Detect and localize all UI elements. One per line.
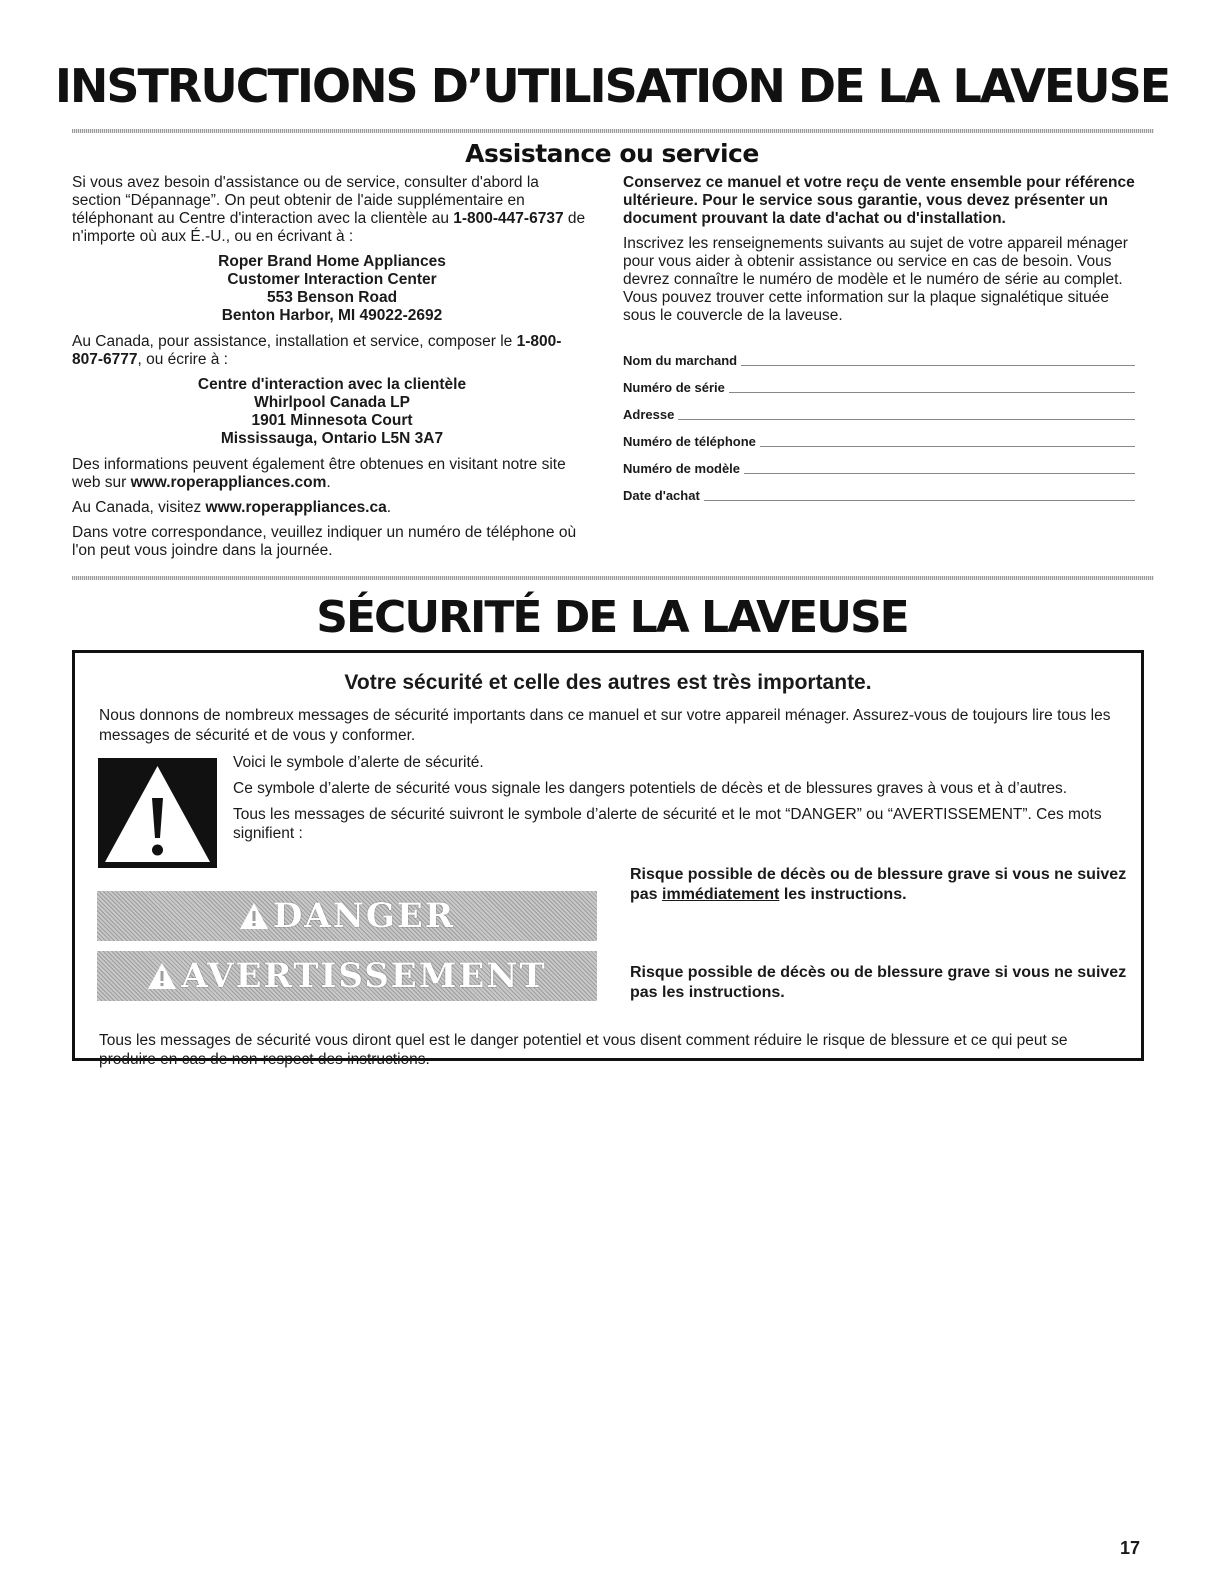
field-serial-number[interactable]: Numéro de série (623, 370, 1143, 397)
right-column (623, 174, 1143, 505)
field-dealer-name[interactable]: Nom du marchand (623, 343, 1143, 370)
divider (72, 129, 1154, 133)
page-title: INSTRUCTIONS D’UTILISATION DE LA LAVEUSE (54, 59, 1170, 113)
safety-intro: Nous donnons de nombreux messages de sécurité importants dans ce manuel et sur votre appareil ménager. Assurez-vous de toujours lire tous les messages de sécurité et de vous y conformer. (99, 707, 1111, 744)
safety-heading: Votre sécurité et celle des autres est très importante. (344, 671, 872, 694)
assistance-paragraph: Si vous avez besoin d'assistance ou de service, consulter d'abord la section “Dépannage”. On peut obtenir de l'aide supplémentaire en téléphonant au Centre d'interaction avec la clientèle au 1-800-447-6737 de n'importe où aux É.-U., ou en écrivant à : (72, 174, 586, 245)
symbol-explanation: Voici le symbole d’alerte de sécurité. Ce symbole d’alerte de sécurité vous signale les dangers potentiels de décès et de blessures graves à vous et à d’autres. Tous les messages de sécurité suivront le symbole d’alerte de sécurité et le mot “DANGER” ou “AVERTISSEMENT”. Ces mots signifient : (233, 754, 1102, 842)
field-model-number[interactable]: Numéro de modèle (623, 451, 1143, 478)
alert-icon (147, 962, 177, 990)
safety-outro: Tous les messages de sécurité vous diront quel est le danger potentiel et vous disent comment réduire le risque de blessure et ce qui peut se produire en cas de non-respect des instructions. (99, 1032, 1068, 1068)
info-paragraph: Inscrivez les renseignements suivants au sujet de votre appareil ménager pour vous aider à obtenir assistance ou service en cas de besoin. Vous devrez connaître le numéro de modèle et le numéro de série au complet. Vous pouvez trouver cette information sur la plaque signalétique située sous le couvercle de la laveuse. (623, 235, 1128, 324)
safety-box (72, 650, 1144, 1068)
us-phone: 1-800-447-6737 (453, 210, 564, 227)
page-number: 17 (1120, 1538, 1141, 1558)
warning-description: Risque possible de décès ou de blessure grave si vous ne suivez pas les instructions. (630, 964, 1127, 1001)
keep-manual-note: Conservez ce manuel et votre reçu de vente ensemble pour référence ultérieure. Pour le service sous garantie, vous devez présenter un document prouvant la date d'achat ou d'installation. (623, 174, 1135, 227)
us-address: Roper Brand Home Appliances Customer Interaction Center 553 Benson Road Benton Harbor, MI 49022-2692 (218, 253, 446, 324)
section-title: Assistance ou service (465, 139, 759, 168)
ca-address: Centre d'interaction avec la clientèle Whirlpool Canada LP 1901 Minnesota Court Mississauga, Ontario L5N 3A7 (197, 376, 467, 447)
alert-icon (239, 902, 269, 930)
us-website-link[interactable]: www.roperappliances.com (130, 474, 327, 491)
correspondence-paragraph: Dans votre correspondance, veuillez indiquer un numéro de téléphone où l'on peut vous joindre dans la journée. (72, 524, 577, 559)
field-address[interactable]: Adresse (623, 397, 1143, 424)
ca-website-link[interactable]: www.roperappliances.ca (205, 499, 387, 516)
danger-description: Risque possible de décès ou de blessure grave si vous ne suivez pas immédiatement les instructions. (630, 866, 1127, 903)
ca-phone: 1-800-807-6777 (72, 333, 562, 368)
record-fields (623, 343, 1143, 505)
divider (72, 576, 1154, 580)
danger-signal: DANGER (97, 891, 597, 941)
warning-signal: AVERTISSEMENT (97, 951, 597, 1001)
safety-title: SÉCURITÉ DE LA LAVEUSE (316, 592, 908, 643)
ca-website-paragraph: Au Canada, visitez www.roperappliances.ca. (72, 499, 392, 516)
left-column (72, 174, 592, 567)
field-purchase-date[interactable]: Date d'achat (623, 478, 1143, 505)
safety-alert-symbol (98, 758, 217, 868)
field-phone-number[interactable]: Numéro de téléphone (623, 424, 1143, 451)
canada-paragraph: Au Canada, pour assistance, installation et service, composer le 1-800-807-6777, ou écrire à : (72, 333, 562, 368)
warning-triangle-icon (98, 758, 217, 868)
website-paragraph: Des informations peuvent également être obtenues en visitant notre site web sur www.roperappliances.com. (72, 456, 566, 491)
